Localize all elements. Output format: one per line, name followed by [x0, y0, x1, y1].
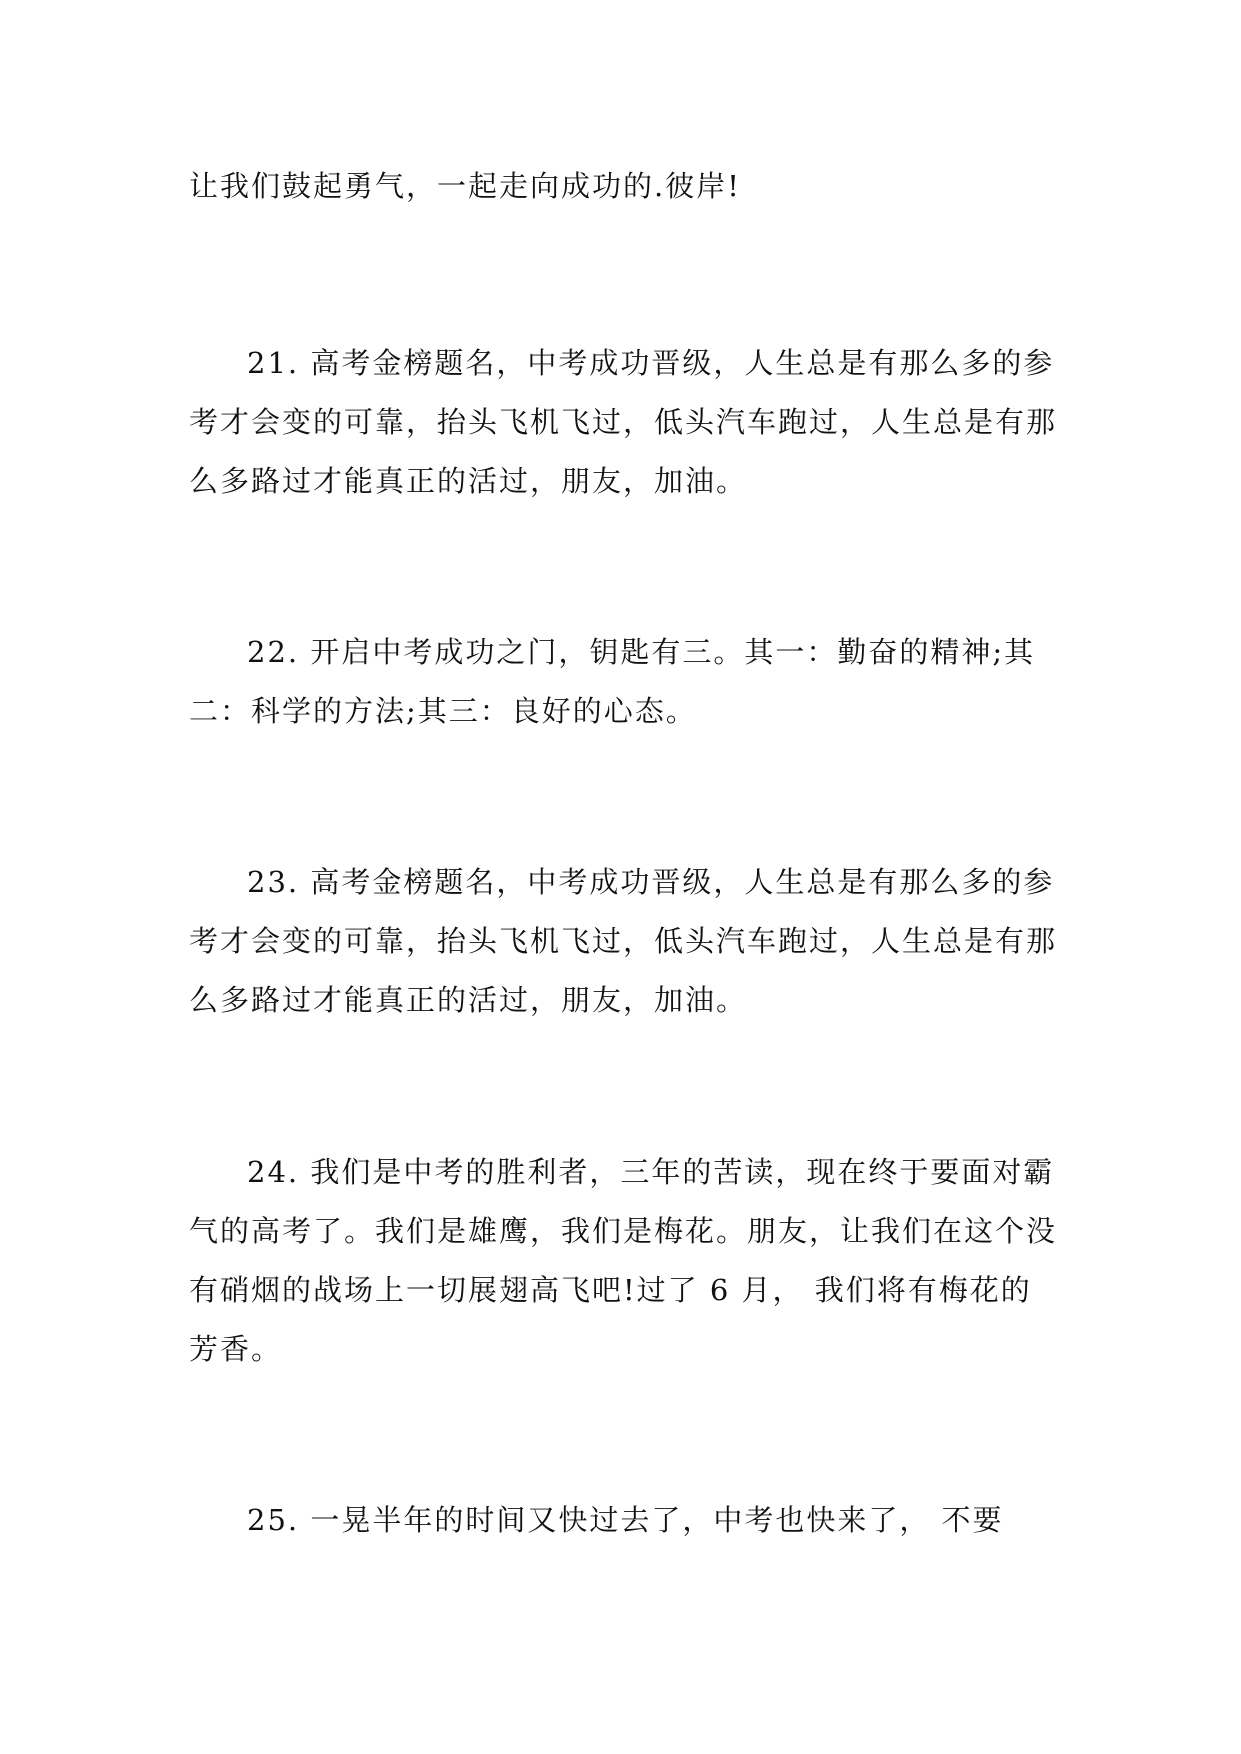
paragraph-continuation: 让我们鼓起勇气，一起走向成功的.彼岸!	[189, 169, 741, 203]
paragraph-21: 21. 高考金榜题名，中考成功晋级，人生总是有那么多的参考才会变的可靠，抬头飞机飞过，低头汽车跑过，人生总是有那么多路过才能真正的活过，朋友，加油。	[189, 346, 1058, 498]
paragraph-24: 24. 我们是中考的胜利者，三年的苦读，现在终于要面对霸气的高考了。我们是雄鹰，我们是梅花。朋友，让我们在这个没有硝烟的战场上一切展翅高飞吧!过了 6 月， 我们将有梅花的芳香。	[189, 1155, 1058, 1366]
paragraph-25: 25. 一晃半年的时间又快过去了，中考也快来了， 不要	[247, 1503, 1004, 1537]
paragraph-22: 22. 开启中考成功之门，钥匙有三。其一：勤奋的精神;其二：科学的方法;其三：良好的心态。	[189, 635, 1036, 728]
paragraph-23: 23. 高考金榜题名，中考成功晋级，人生总是有那么多的参考才会变的可靠，抬头飞机飞过，低头汽车跑过，人生总是有那么多路过才能真正的活过，朋友，加油。	[189, 865, 1058, 1017]
